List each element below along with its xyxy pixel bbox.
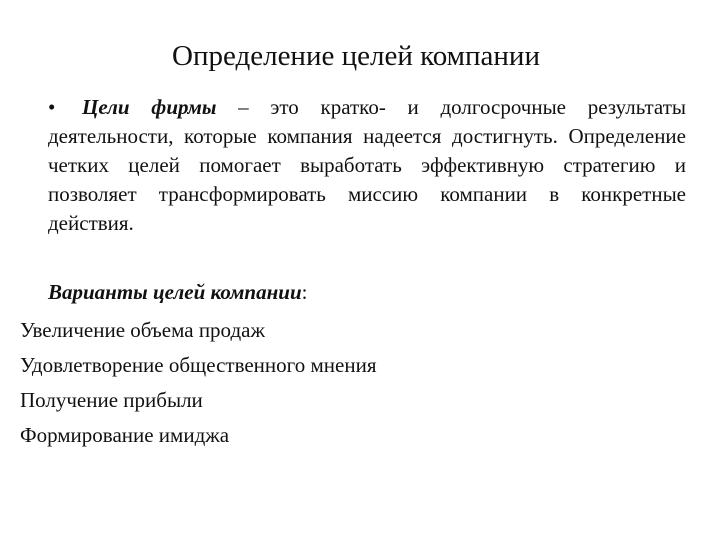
list-item: Получение прибыли	[20, 388, 203, 412]
variants-heading	[48, 278, 307, 307]
list-item: Формирование имиджа	[20, 423, 230, 447]
bullet-icon: •	[48, 95, 56, 119]
slide-title: Определение целей компании	[172, 40, 540, 72]
variants-list	[20, 313, 376, 453]
definition-paragraph	[48, 93, 686, 238]
list-item: Удовлетворение общественного мнения	[20, 353, 377, 377]
definition-text: – это кратко- и долгосрочные результаты деятельности, которые компания надеется достигнуть. Определение четких целей помогает выработать эффективную стратегию и позволяет трансформировать миссию компании в конкретные действия.	[48, 95, 686, 235]
definition-term: Цели фирмы	[82, 95, 217, 119]
variants-heading-colon: :	[301, 280, 308, 304]
variants-heading-label: Варианты целей компании	[48, 280, 302, 304]
list-item: Увеличение объема продаж	[20, 318, 265, 342]
